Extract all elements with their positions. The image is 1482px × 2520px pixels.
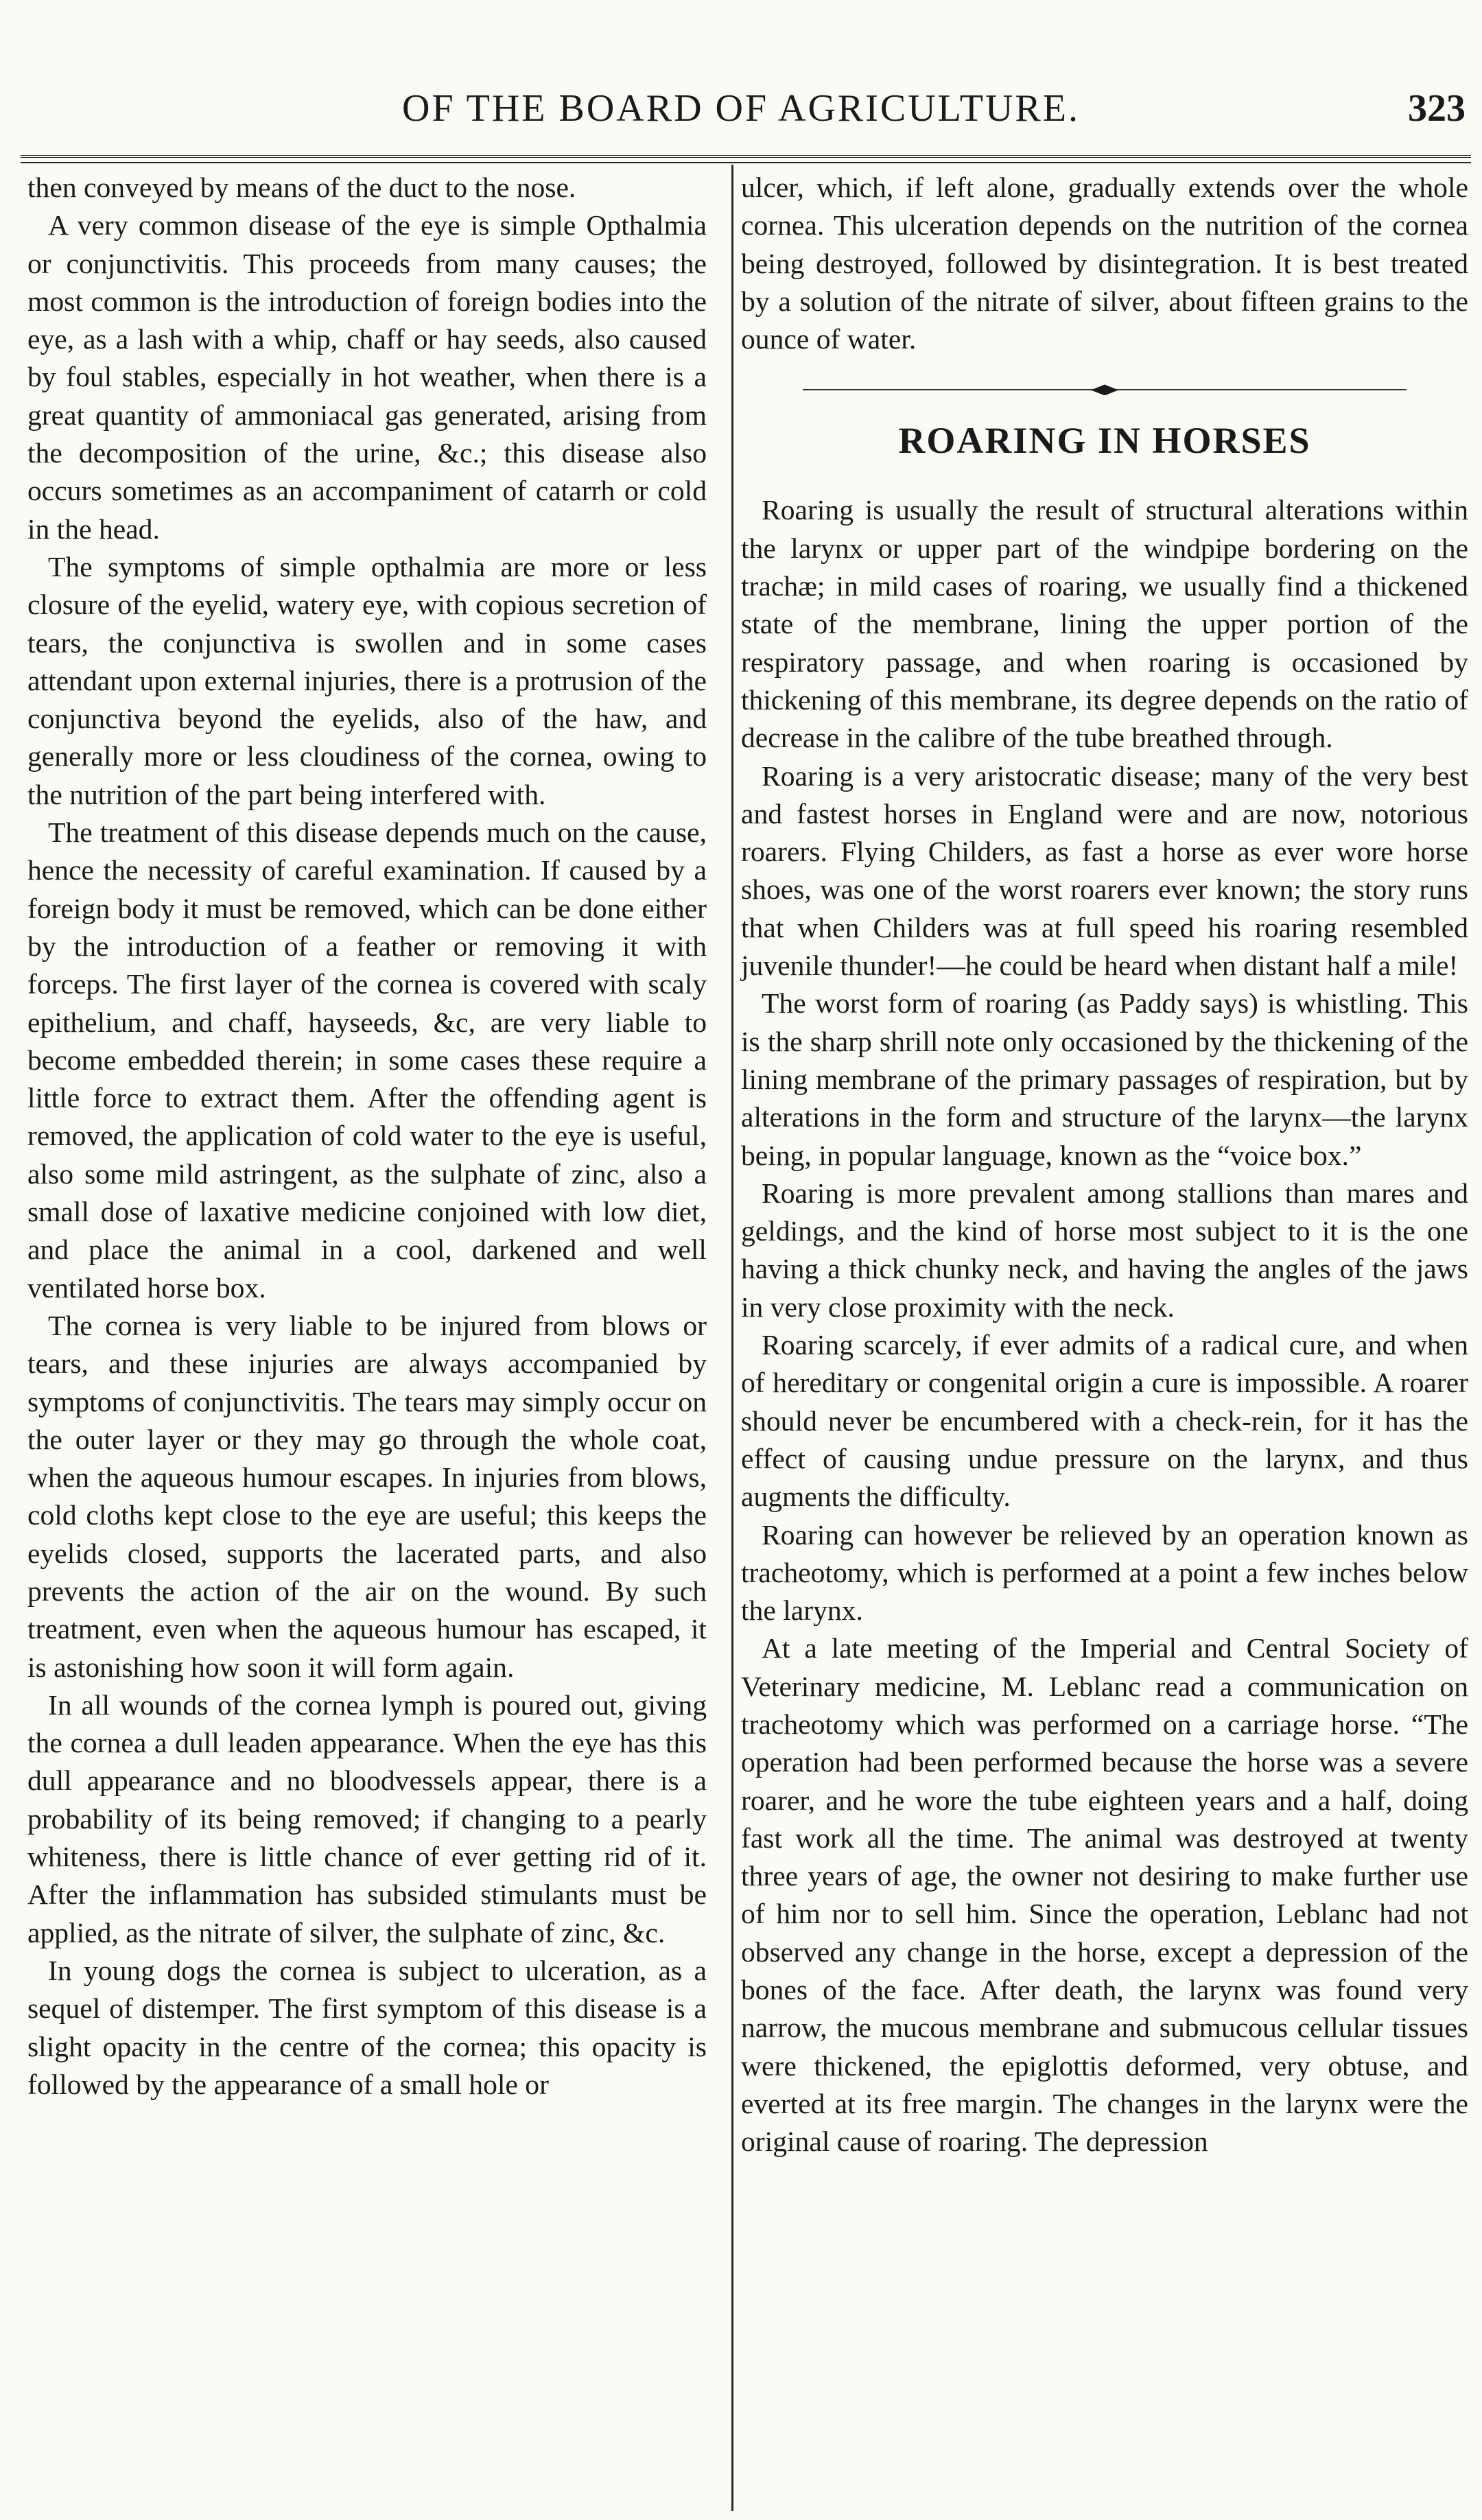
paragraph: Roaring scarcely, if ever admits of a radical cure, and when of hereditary or congenital origin a cure is impossible. A roarer should never be encumbered with a check-rein, for it has the effect of causing undue pressure on the larynx, and thus augments the difficulty. (741, 1329, 1468, 1513)
paragraph: In young dogs the cornea is subject to ulceration, as a sequel of distemper. The first symptom of this disease is a slight opacity in the centre of the cornea; this opacity is followed by the appearance of a small hole or (27, 1954, 707, 2100)
column-divider (731, 165, 733, 2511)
running-title: OF THE BOARD OF AGRICULTURE. (402, 87, 1080, 130)
paragraph: ulcer, which, if left alone, gradually extends over the whole cornea. This ulceration depends on the nutrition of the cornea being destroyed, followed by disintegration. It is best treated by a solution of the nitrate of silver, about fifteen grains to the ounce of water. (741, 172, 1468, 355)
ornament-diamond-icon (1091, 384, 1118, 395)
header-rule (21, 155, 1471, 163)
paragraph: The treatment of this disease depends much on the cause, hence the necessity of careful examination. If caused by a foreign body it must be removed, which can be done either by the introduction of a feather or removing it with forceps. The first layer of the cornea is covered with scaly epithelium, and chaff, hayseeds, &c, are very liable to become embedded therein; in some cases these require a little force to extract them. After the offending agent is removed, the application of cold water to the eye is useful, also some mild astringent, as the sulphate of zinc, also a small dose of laxative medicine conjoined with low diet, and place the animal in a cool, darkened and well ventilated horse box. (27, 816, 707, 1304)
section-title: ROARING IN HORSES (898, 420, 1311, 462)
paragraph: Roaring is usually the result of structural alterations within the larynx or upper part of the windpipe bordering on the trachæ; in mild cases of roaring, we usually find a thickened state of the membrane, lining the upper portion of the respiratory passage, and when roaring is occasioned by thickening of this membrane, its degree depends on the ratio of decrease in the calibre of the tube breathed through. (741, 494, 1468, 754)
paragraph: The worst form of roaring (as Paddy says) is whistling. This is the sharp shrill note only occasioned by the thickening of the lining membrane of the primary passages of respiration, but by alterations in the form and structure of the larynx—the larynx being, in popular language, known as the “voice box.” (741, 987, 1468, 1171)
paragraph: Roaring is more prevalent among stallions than mares and geldings, and the kind of horse most subject to it is the one having a thick chunky neck, and having the angles of the jaws in very close proximity with the neck. (741, 1177, 1468, 1323)
running-head (0, 86, 1482, 141)
section-ornament (741, 381, 1468, 398)
page-number: 323 (1408, 87, 1466, 130)
paragraph: The cornea is very liable to be injured from blows or tears, and these injuries are always accompanied by symptoms of conjunctivitis. The tears may simply occur on the outer layer or they may go through the whole coat, when the aqueous humour escapes. In injuries from blows, cold cloths kept close to the eye are useful; this keeps the eyelids closed, supports the lacerated parts, and also prevents the action of the air on the wound. By such treatment, even when the aqueous humour has escaped, it is astonishing how soon it will form again. (27, 1309, 707, 1683)
paragraph: In all wounds of the cornea lymph is poured out, giving the cornea a dull leaden appearance. When the eye has this dull appearance and no bloodvessels appear, there is a probability of its being removed; if changing to a pearly whiteness, there is little chance of ever getting rid of it. After the inflammation has subsided stimulants must be applied, as the nitrate of silver, the sulphate of zinc, &c. (27, 1688, 707, 1948)
right-column (741, 169, 1468, 2161)
paragraph: A very common disease of the eye is simple Opthalmia or conjunctivitis. This proceeds from many causes; the most common is the introduction of foreign bodies into the eye, as a lash with a whip, chaff or hay seeds, also caused by foul stables, especially in hot weather, when there is a great quantity of ammoniacal gas generated, arising from the decomposition of the urine, &c.; this disease also occurs sometimes as an accompaniment of catarrh or cold in the head. (27, 209, 707, 545)
left-column (27, 169, 707, 2104)
paragraph: The symptoms of simple opthalmia are more or less closure of the eyelid, watery eye, with copious secretion of tears, the conjunctiva is swollen and in some cases attendant upon external injuries, there is a protrusion of the conjunctiva beyond the eyelids, also of the haw, and generally more or less cloudiness of the cornea, owing to the nutrition of the part being interfered with. (27, 550, 707, 810)
paragraph: Roaring is a very aristocratic disease; many of the very best and fastest horses in England were and are now, notorious roarers. Flying Childers, as fast a horse as ever wore horse shoes, was one of the worst roarers ever known; the story runs that when Childers was at full speed his roaring resembled juvenile thunder!—he could be heard when distant half a mile! (741, 759, 1468, 982)
paragraph: then conveyed by means of the duct to the nose. (27, 172, 576, 203)
paragraph: Roaring can however be relieved by an operation known as tracheotomy, which is performed at a point a few inches below the larynx. (741, 1518, 1468, 1627)
paragraph: At a late meeting of the Imperial and Central Society of Veterinary medicine, M. Leblanc read a communication on tracheotomy which was performed on a carriage horse. “The operation had been performed because the horse was a severe roarer, and he wore the tube eighteen years and a half, doing fast work all the time. The animal was destroyed at twenty three years of age, the owner not desiring to make further use of him nor to sell him. Since the operation, Leblanc had not observed any change in the horse, except a depression of the bones of the face. After death, the larynx was found very narrow, the mucous membrane and submucous cellular tissues were thickened, the epiglottis deformed, very obtuse, and everted at its free margin. The changes in the larynx were the original cause of roaring. The depression (741, 1632, 1468, 2158)
